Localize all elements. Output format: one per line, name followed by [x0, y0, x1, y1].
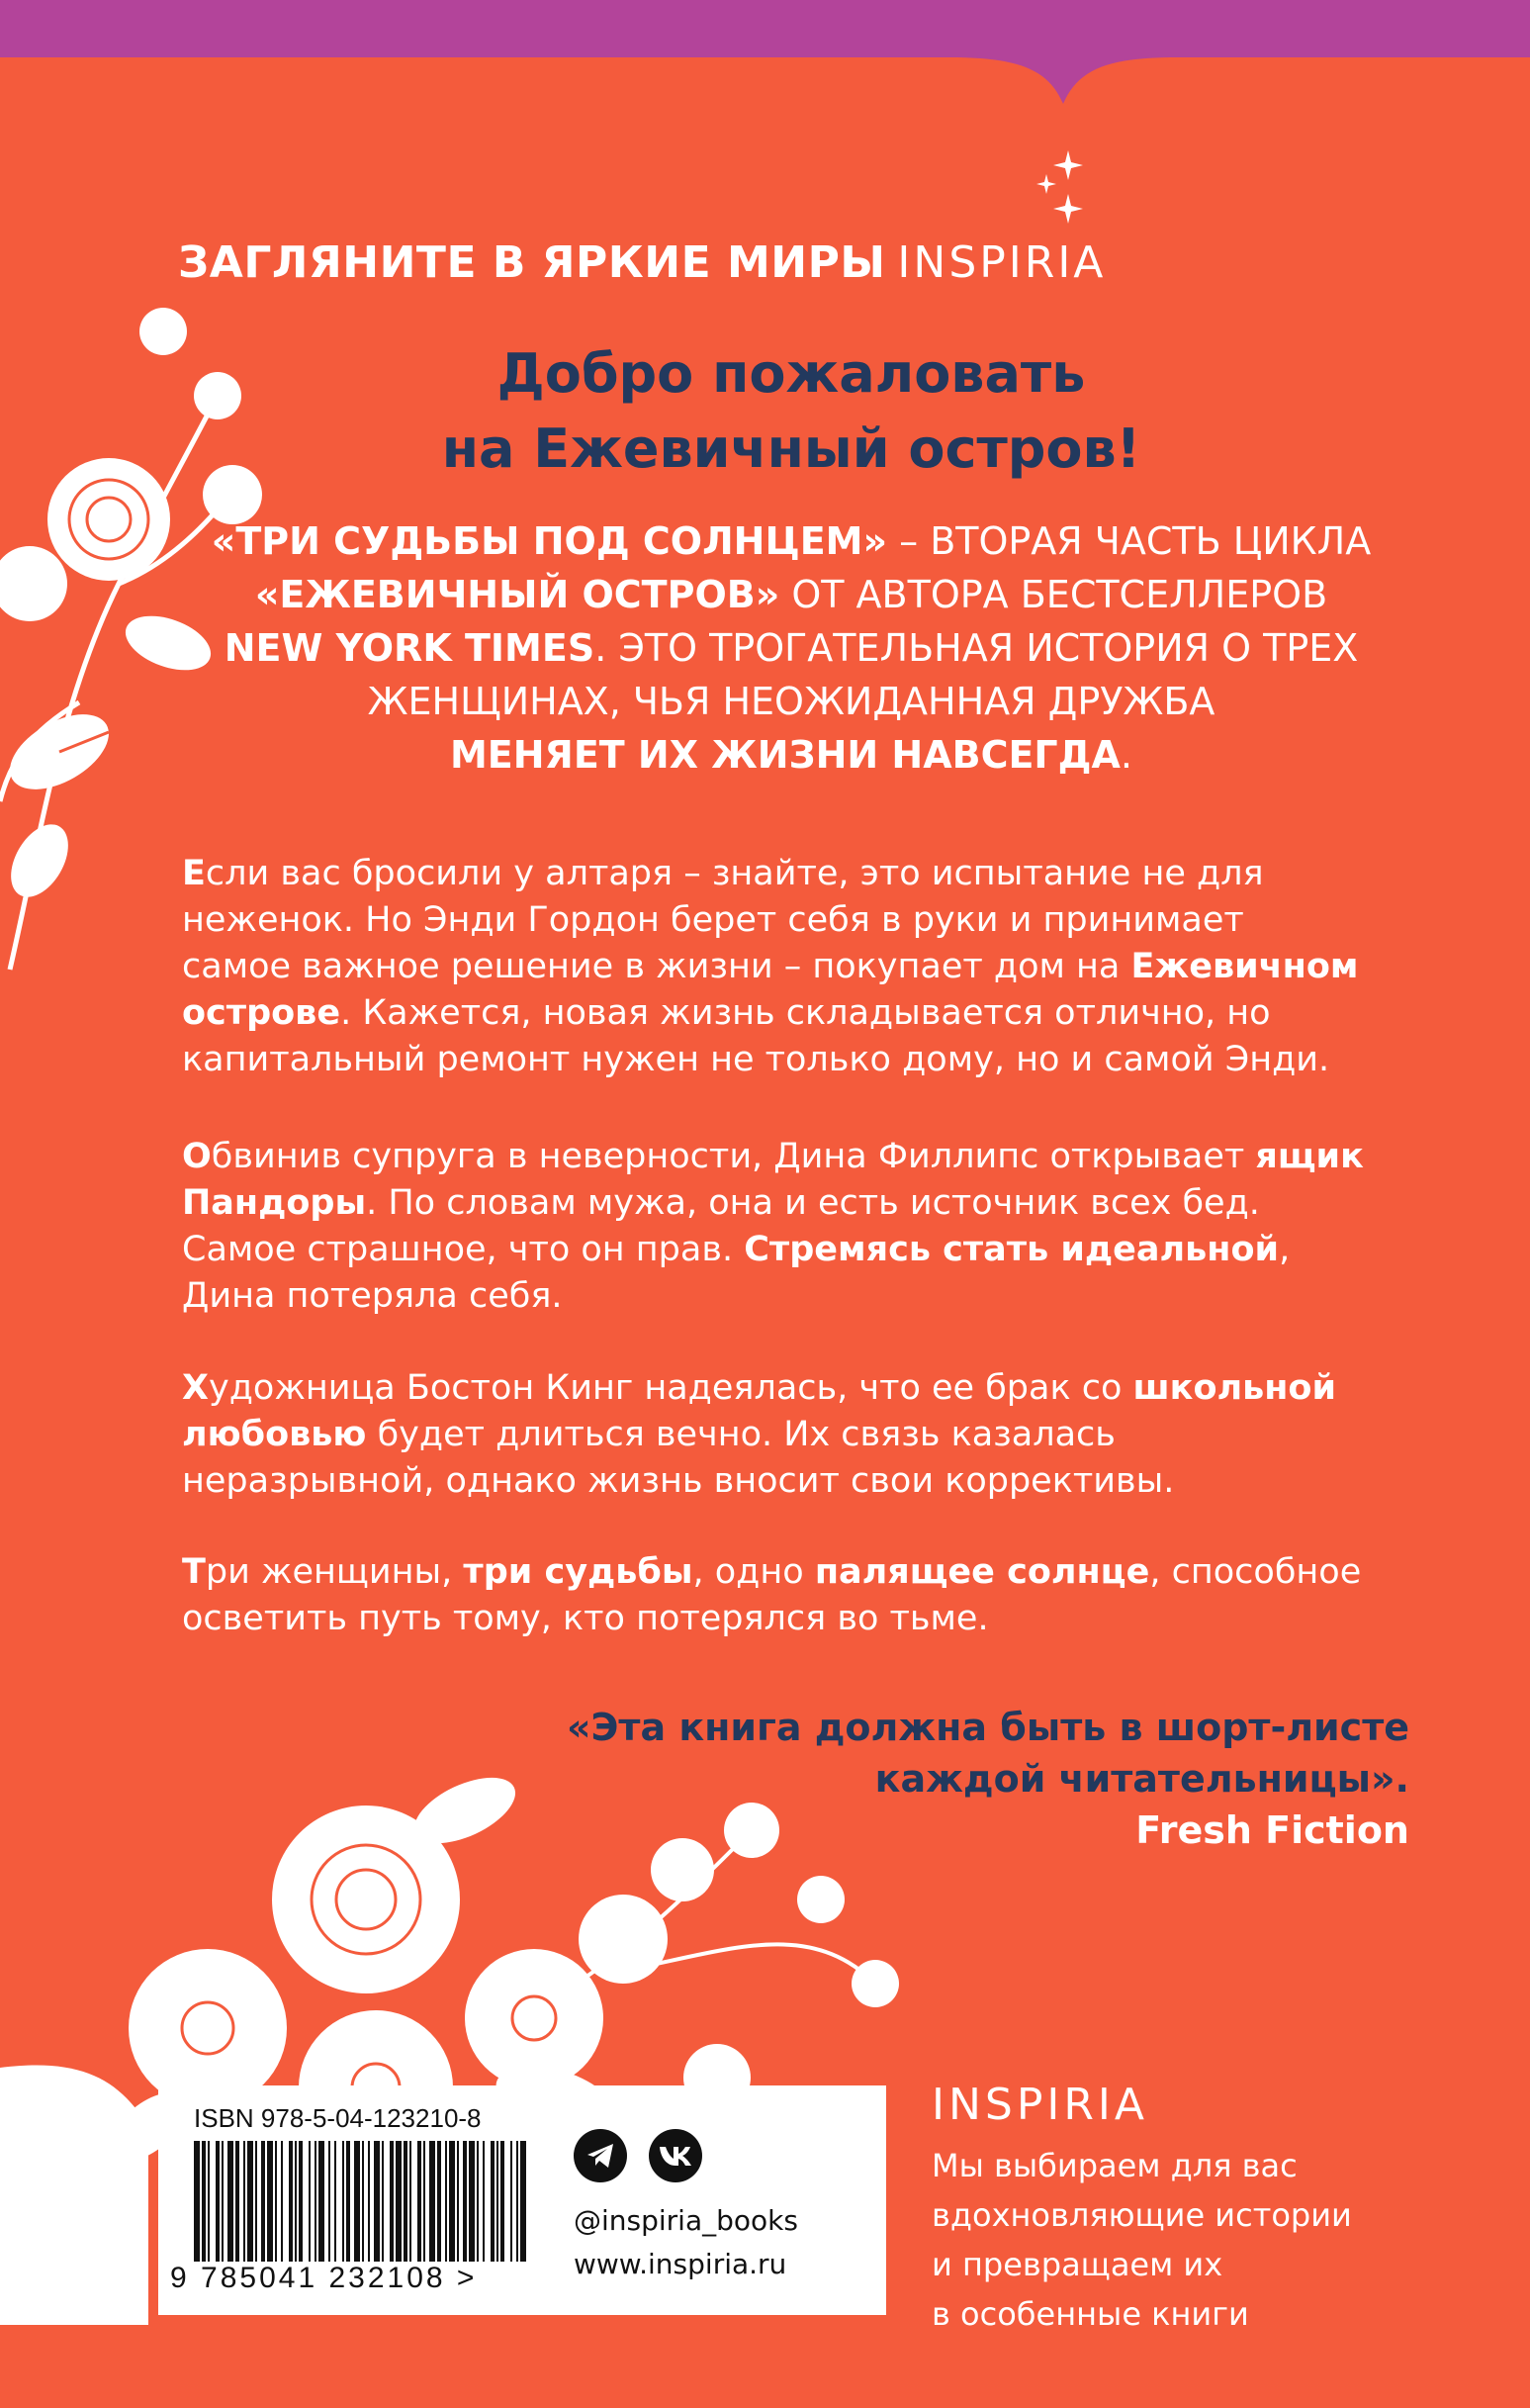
series-tagline [178, 237, 1106, 288]
telegram-icon[interactable] [574, 2129, 627, 2182]
welcome-line-1: Добро пожаловать [496, 342, 1086, 405]
barcode-bar [342, 2141, 344, 2262]
barcode-digits: 9 785041 232108 > [170, 2262, 478, 2294]
barcode-bar [299, 2141, 303, 2262]
publisher-tagline-line-1: Мы выбираем для вас [932, 2147, 1298, 2184]
barcode-bar [295, 2141, 297, 2262]
p1-line-2: неженок. Но Энди Гордон берет себя в руки и принимает [182, 900, 1244, 940]
barcode-bar [417, 2141, 421, 2262]
p2-line-1: Обвинив супруга в неверности, Дина Филлипс открывает ящик [182, 1137, 1364, 1176]
barcode-bar [396, 2141, 402, 2262]
barcode-bar [289, 2141, 293, 2262]
p4-line-2: осветить путь тому, кто потерялся во тьме. [182, 1599, 989, 1638]
barcode-bar [374, 2141, 380, 2262]
barcode-bar [202, 2141, 206, 2262]
p1-line-5: капитальный ремонт нужен не только дому, но и самой Энди. [182, 1040, 1330, 1079]
sparkle-icon [1029, 146, 1088, 226]
top-notch-ornament [949, 0, 1177, 109]
quote-line-2: каждой читательницы». [874, 1757, 1409, 1801]
p1-line-4: острове. Кажется, новая жизнь складывается отлично, но [182, 993, 1271, 1033]
barcode-bar [469, 2141, 475, 2262]
p2-line-3: Самое страшное, что он прав. Стремясь стать идеальной, [182, 1230, 1291, 1269]
barcode-bar [267, 2141, 273, 2262]
inspiria-logo-text: INSPIRIA [897, 237, 1107, 288]
barcode-bar [328, 2141, 330, 2262]
barcode-bar [281, 2141, 283, 2262]
barcode-bar [261, 2141, 265, 2262]
quote-line-1: «Эта книга должна быть в шорт-листе [567, 1706, 1409, 1749]
barcode-bar [477, 2141, 479, 2262]
p4-line-1: Три женщины, три судьбы, одно палящее солнце, способное [182, 1552, 1362, 1592]
intro-line-2: «ЕЖЕВИЧНЫЙ ОСТРОВ» ОТ АВТОРА БЕСТСЕЛЛЕРОВ [254, 573, 1328, 616]
barcode-bar [404, 2141, 407, 2262]
barcode-bar [496, 2141, 498, 2262]
barcode-bar [457, 2141, 459, 2262]
barcode-bar [208, 2141, 210, 2262]
barcode-bar [216, 2141, 220, 2262]
publisher-tagline-line-3: и превращаем их [932, 2246, 1223, 2283]
paragraph-summary [182, 1549, 1398, 1642]
barcode-bar [309, 2141, 311, 2262]
barcode-bar [463, 2141, 467, 2262]
barcode-bar [227, 2141, 233, 2262]
barcode-bar [194, 2141, 200, 2262]
intro-line-1: «ТРИ СУДЬБЫ ПОД СОЛНЦЕМ» – ВТОРАЯ ЧАСТЬ ЦИКЛА [211, 519, 1372, 563]
publisher-tagline-line-4: в особенные книги [932, 2295, 1249, 2333]
publisher-tagline-line-2: вдохновляющие истории [932, 2196, 1352, 2234]
barcode-bar [235, 2141, 239, 2262]
p2-line-2: Пандоры. По словам мужа, она и есть источник всех бед. [182, 1183, 1260, 1223]
barcode-bar [516, 2141, 518, 2262]
quote-source: Fresh Fiction [1135, 1808, 1409, 1852]
barcode-bar [354, 2141, 360, 2262]
social-icons [574, 2129, 702, 2182]
publisher-tagline [932, 2141, 1352, 2339]
barcode-bar [520, 2141, 526, 2262]
barcode-bar [247, 2141, 253, 2262]
barcode-bar [423, 2141, 425, 2262]
barcode-bar [409, 2141, 411, 2262]
barcode-bar [500, 2141, 504, 2262]
website-link[interactable]: www.inspiria.ru [574, 2248, 787, 2280]
review-quote [495, 1702, 1409, 1856]
barcode-bar [368, 2141, 370, 2262]
p3-line-1: Художница Бостон Кинг надеялась, что ее брак со школьной [182, 1368, 1337, 1408]
paragraph-boston [182, 1365, 1398, 1505]
intro-block [198, 514, 1385, 782]
barcode-bar [346, 2141, 350, 2262]
barcode-bar [362, 2141, 364, 2262]
barcode-bar [318, 2141, 324, 2262]
vk-icon[interactable] [649, 2129, 702, 2182]
welcome-line-2: на Ежевичный остров! [441, 417, 1141, 480]
publisher-brand: INSPIRIA [932, 2080, 1148, 2130]
barcode-bar [437, 2141, 441, 2262]
p2-line-4: Дина потеряла себя. [182, 1276, 563, 1316]
barcode-bar [390, 2141, 394, 2262]
barcode-bar [483, 2141, 485, 2262]
isbn-text: ISBN 978-5-04-123210-8 [194, 2103, 482, 2133]
barcode-bar [510, 2141, 512, 2262]
welcome-heading [316, 336, 1266, 487]
top-color-band [0, 0, 1530, 57]
barcode-bar [255, 2141, 257, 2262]
barcode-graphic [194, 2141, 530, 2262]
intro-line-3: NEW YORK TIMES. ЭТО ТРОГАТЕЛЬНАЯ ИСТОРИЯ О ТРЕХ [224, 626, 1359, 670]
p3-line-2: любовью будет длиться вечно. Их связь казалась [182, 1415, 1116, 1454]
barcode-bar [315, 2141, 316, 2262]
p1-line-3: самое важное решение в жизни – покупает дом на Ежевичном [182, 947, 1359, 986]
barcode-bar [222, 2141, 224, 2262]
barcode-panel [158, 2085, 886, 2315]
barcode-bar [334, 2141, 336, 2262]
barcode-bar [449, 2141, 455, 2262]
p3-line-3: неразрывной, однако жизнь вносит свои коррективы. [182, 1461, 1175, 1501]
tagline-text: ЗАГЛЯНИТЕ В ЯРКИЕ МИРЫ [178, 237, 886, 288]
barcode-bar [275, 2141, 277, 2262]
paragraph-andy [182, 851, 1398, 1083]
barcode-bar [429, 2141, 435, 2262]
barcode-bar [243, 2141, 245, 2262]
barcode-bar [382, 2141, 384, 2262]
intro-line-5: МЕНЯЕТ ИХ ЖИЗНИ НАВСЕГДА. [449, 733, 1132, 777]
barcode-bar [491, 2141, 495, 2262]
p1-line-1: Если вас бросили у алтаря – знайте, это испытание не для [182, 854, 1264, 893]
paragraph-dina [182, 1134, 1398, 1320]
social-handle[interactable]: @inspiria_books [574, 2204, 798, 2237]
intro-line-4: ЖЕНЩИНАХ, ЧЬЯ НЕОЖИДАННАЯ ДРУЖБА [367, 680, 1215, 723]
barcode-bar [445, 2141, 447, 2262]
